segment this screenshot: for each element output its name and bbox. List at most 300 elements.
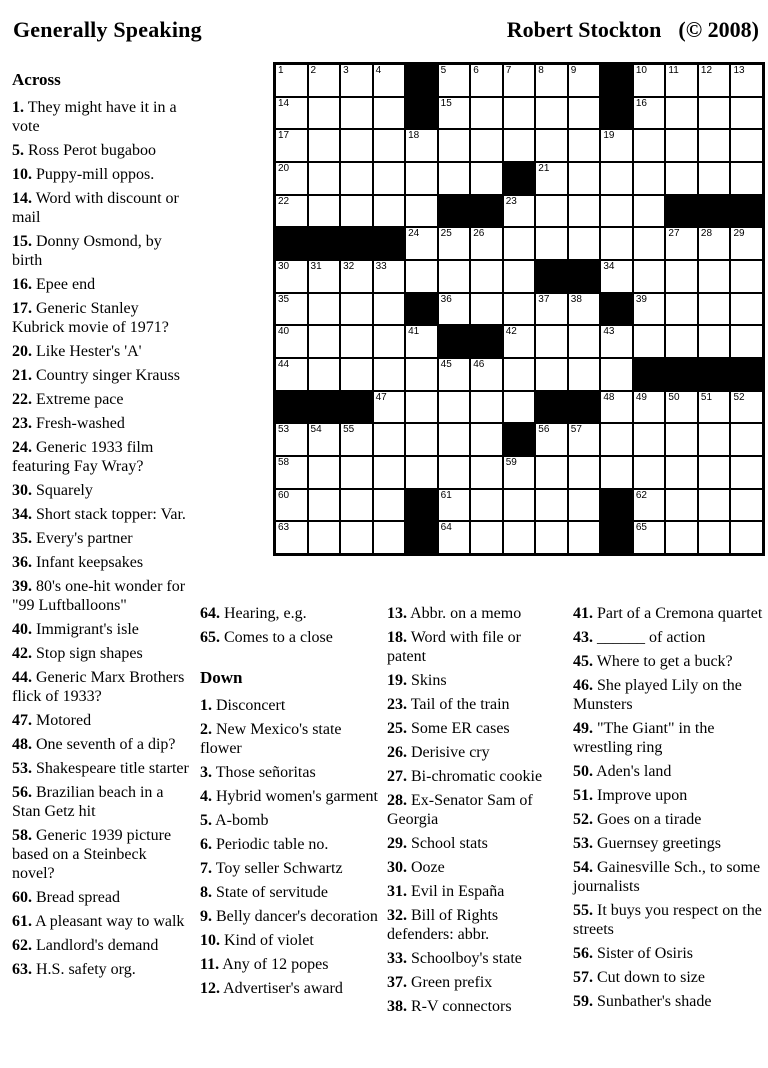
cell-number: 24 — [408, 228, 420, 240]
grid-cell[interactable] — [601, 359, 632, 390]
author-name: Robert Stockton — [506, 17, 662, 42]
grid-cell-black — [406, 98, 437, 129]
grid-cell-black — [601, 294, 632, 325]
grid-cell[interactable] — [601, 424, 632, 455]
grid-cell[interactable] — [504, 326, 535, 357]
grid-cell[interactable] — [309, 294, 340, 325]
grid-cell[interactable] — [634, 392, 665, 423]
grid-cell[interactable] — [471, 294, 502, 325]
grid-cell[interactable] — [634, 98, 665, 129]
grid-cell[interactable] — [634, 65, 665, 96]
clue-across-20: 20. Like Hester's 'A' — [12, 343, 142, 360]
clue-across-16: 16. Epee end — [12, 276, 96, 293]
grid-cell[interactable] — [569, 65, 600, 96]
grid-cell-black — [309, 392, 340, 423]
grid-cell[interactable] — [471, 261, 502, 292]
grid-cell[interactable] — [666, 294, 697, 325]
grid-cell[interactable] — [731, 65, 762, 96]
clue-down-11: 11. Any of 12 popes — [200, 956, 329, 973]
clue-number: 23. — [387, 696, 407, 713]
grid-cell[interactable] — [536, 490, 567, 521]
grid-cell[interactable] — [374, 261, 405, 292]
grid-cell[interactable] — [699, 228, 730, 259]
cell-number: 62 — [635, 489, 647, 501]
grid-cell[interactable] — [471, 522, 502, 553]
grid-cell[interactable] — [406, 424, 437, 455]
clue-down-4: 4. Hybrid women's garment — [200, 788, 378, 805]
grid-cell[interactable] — [731, 457, 762, 488]
clue-number: 33. — [387, 950, 407, 967]
grid-cell[interactable] — [699, 163, 730, 194]
grid-cell[interactable] — [536, 65, 567, 96]
grid-cell[interactable] — [569, 294, 600, 325]
grid-cell[interactable] — [601, 130, 632, 161]
grid-cell[interactable] — [276, 522, 307, 553]
cell-number: 32 — [343, 260, 355, 272]
grid-cell[interactable] — [504, 490, 535, 521]
grid-cell[interactable] — [666, 130, 697, 161]
clue-down-33: 33. Schoolboy's state — [387, 950, 522, 967]
cell-number: 49 — [635, 391, 647, 403]
grid-cell[interactable] — [309, 261, 340, 292]
grid-cell[interactable] — [309, 424, 340, 455]
grid-cell-black — [666, 196, 697, 227]
grid-cell[interactable] — [374, 65, 405, 96]
grid-cell[interactable] — [536, 522, 567, 553]
clue-number: 2. — [200, 721, 212, 738]
grid-cell[interactable] — [439, 228, 470, 259]
grid-cell[interactable] — [504, 130, 535, 161]
grid-cell[interactable] — [536, 98, 567, 129]
grid-cell-black — [569, 261, 600, 292]
cell-number: 10 — [635, 65, 647, 76]
grid-cell[interactable] — [536, 294, 567, 325]
grid-cell[interactable] — [634, 490, 665, 521]
grid-cell[interactable] — [439, 522, 470, 553]
grid-cell[interactable] — [569, 424, 600, 455]
grid-cell[interactable] — [699, 98, 730, 129]
grid-cell[interactable] — [569, 359, 600, 390]
clue-across-60: 60. Bread spread — [12, 889, 120, 906]
grid-cell[interactable] — [536, 359, 567, 390]
clue-number: 36. — [12, 554, 32, 571]
cell-number: 25 — [440, 228, 452, 240]
clue-across-24: 24. Generic 1933 film featuring Fay Wray? — [12, 439, 154, 475]
clue-down-30: 30. Ooze — [387, 859, 445, 876]
clue-number: 9. — [200, 908, 212, 925]
grid-cell[interactable] — [601, 163, 632, 194]
grid-cell[interactable] — [276, 98, 307, 129]
clue-number: 24. — [12, 439, 32, 456]
grid-cell[interactable] — [504, 392, 535, 423]
clue-number: 23. — [12, 415, 32, 432]
grid-cell[interactable] — [731, 98, 762, 129]
grid-cell[interactable] — [666, 163, 697, 194]
grid-cell[interactable] — [406, 163, 437, 194]
grid-cell[interactable] — [699, 392, 730, 423]
cell-number: 40 — [278, 326, 290, 338]
clue-number: 14. — [12, 190, 32, 207]
clue-number: 40. — [12, 621, 32, 638]
grid-cell[interactable] — [666, 261, 697, 292]
clue-number: 1. — [12, 99, 24, 116]
grid-cell[interactable] — [634, 163, 665, 194]
grid-cell[interactable] — [439, 98, 470, 129]
grid-cell-black — [601, 490, 632, 521]
grid-cell[interactable] — [504, 228, 535, 259]
grid-cell[interactable] — [374, 130, 405, 161]
grid-cell[interactable] — [666, 490, 697, 521]
clue-down-12: 12. Advertiser's award — [200, 980, 343, 997]
grid-cell[interactable] — [406, 359, 437, 390]
clue-number: 30. — [12, 482, 32, 499]
grid-cell[interactable] — [341, 457, 372, 488]
clues-column-2 — [200, 604, 380, 1003]
grid-cell[interactable] — [406, 261, 437, 292]
grid-cell[interactable] — [374, 163, 405, 194]
clue-down-46: 46. She played Lily on the Munsters — [573, 677, 742, 713]
grid-cell[interactable] — [569, 163, 600, 194]
cell-number: 45 — [440, 358, 452, 370]
grid-cell[interactable] — [276, 130, 307, 161]
grid-cell[interactable] — [634, 196, 665, 227]
grid-cell-black — [666, 359, 697, 390]
grid-cell[interactable] — [309, 326, 340, 357]
grid-cell[interactable] — [569, 457, 600, 488]
grid-cell-black — [309, 228, 340, 259]
grid-cell[interactable] — [504, 359, 535, 390]
grid-cell[interactable] — [439, 457, 470, 488]
grid-cell[interactable] — [731, 522, 762, 553]
grid-cell[interactable] — [406, 130, 437, 161]
grid-cell[interactable] — [276, 424, 307, 455]
grid-cell[interactable] — [601, 326, 632, 357]
grid-cell[interactable] — [309, 196, 340, 227]
grid-cell[interactable] — [471, 228, 502, 259]
grid-cell[interactable] — [276, 359, 307, 390]
grid-cell[interactable] — [634, 130, 665, 161]
grid-cell[interactable] — [504, 457, 535, 488]
grid-cell[interactable] — [634, 326, 665, 357]
grid-cell[interactable] — [666, 457, 697, 488]
grid-cell[interactable] — [666, 228, 697, 259]
grid-cell[interactable] — [374, 196, 405, 227]
grid-cell-black — [439, 196, 470, 227]
grid-cell[interactable] — [634, 522, 665, 553]
down-header: Down — [200, 668, 243, 687]
grid-cell[interactable] — [439, 163, 470, 194]
cell-number: 14 — [278, 97, 290, 109]
clue-number: 37. — [387, 974, 407, 991]
grid-cell[interactable] — [276, 326, 307, 357]
grid-cell[interactable] — [309, 359, 340, 390]
grid-cell[interactable] — [439, 130, 470, 161]
grid-cell[interactable] — [504, 261, 535, 292]
grid-cell[interactable] — [374, 294, 405, 325]
clue-across-5: 5. Ross Perot bugaboo — [12, 142, 156, 159]
grid-cell[interactable] — [341, 196, 372, 227]
grid-cell[interactable] — [374, 490, 405, 521]
cell-number: 64 — [440, 522, 452, 534]
grid-cell[interactable] — [341, 65, 372, 96]
clue-number: 19. — [387, 672, 407, 689]
grid-cell[interactable] — [666, 65, 697, 96]
grid-cell[interactable] — [504, 65, 535, 96]
cell-number: 23 — [505, 195, 517, 207]
grid-cell[interactable] — [666, 326, 697, 357]
grid-cell[interactable] — [699, 424, 730, 455]
grid-cell[interactable] — [276, 163, 307, 194]
grid-cell-black — [374, 228, 405, 259]
clue-across-44: 44. Generic Marx Brothers flick of 1933? — [12, 669, 185, 705]
clue-number: 4. — [200, 788, 212, 805]
grid-cell[interactable] — [601, 457, 632, 488]
clue-number: 15. — [12, 233, 32, 250]
grid-cell[interactable] — [699, 490, 730, 521]
grid-cell[interactable] — [731, 261, 762, 292]
grid-cell[interactable] — [536, 424, 567, 455]
cell-number: 12 — [700, 65, 713, 76]
grid-cell[interactable] — [699, 130, 730, 161]
clue-number: 7. — [200, 860, 212, 877]
clue-number: 8. — [200, 884, 212, 901]
grid-cell[interactable] — [504, 196, 535, 227]
grid-cell[interactable] — [601, 228, 632, 259]
grid-cell[interactable] — [309, 163, 340, 194]
grid-cell[interactable] — [569, 98, 600, 129]
grid-cell[interactable] — [731, 294, 762, 325]
grid-cell[interactable] — [569, 490, 600, 521]
clue-across-58: 58. Generic 1939 picture based on a Steinbeck novel? — [12, 827, 172, 882]
grid-cell[interactable] — [471, 457, 502, 488]
clue-number: 50. — [573, 763, 593, 780]
grid-cell[interactable] — [666, 392, 697, 423]
grid-cell[interactable] — [374, 326, 405, 357]
grid-cell[interactable] — [666, 522, 697, 553]
grid-cell[interactable] — [601, 261, 632, 292]
clue-down-38: 38. R-V connectors — [387, 998, 512, 1015]
grid-cell[interactable] — [374, 424, 405, 455]
clue-number: 64. — [200, 605, 220, 622]
clue-across-17: 17. Generic Stanley Kubrick movie of 1971? — [12, 300, 169, 336]
cell-number: 54 — [310, 424, 322, 436]
grid-cell[interactable] — [406, 326, 437, 357]
grid-cell[interactable] — [471, 163, 502, 194]
grid-cell[interactable] — [439, 424, 470, 455]
grid-cell[interactable] — [471, 424, 502, 455]
cell-number: 36 — [440, 293, 452, 305]
grid-cell[interactable] — [276, 294, 307, 325]
grid-cell[interactable] — [471, 359, 502, 390]
grid-cell[interactable] — [504, 522, 535, 553]
clue-across-63: 63. H.S. safety org. — [12, 961, 136, 978]
grid-cell[interactable] — [699, 522, 730, 553]
grid-cell[interactable] — [666, 98, 697, 129]
clue-across-65: 65. Comes to a close — [200, 629, 333, 646]
grid-cell[interactable] — [601, 196, 632, 227]
grid-cell[interactable] — [374, 457, 405, 488]
grid-cell-black — [406, 490, 437, 521]
grid-cell[interactable] — [309, 65, 340, 96]
clue-down-49: 49. "The Giant" in the wrestling ring — [573, 720, 715, 756]
clues-column-3 — [387, 604, 559, 1021]
clue-number: 60. — [12, 889, 32, 906]
grid-cell[interactable] — [341, 490, 372, 521]
grid-cell[interactable] — [731, 163, 762, 194]
grid-cell[interactable] — [471, 490, 502, 521]
cell-number: 1 — [278, 65, 284, 76]
cell-number: 9 — [570, 65, 577, 76]
grid-cell[interactable] — [439, 490, 470, 521]
grid-cell[interactable] — [341, 359, 372, 390]
grid-cell[interactable] — [569, 196, 600, 227]
clue-down-23: 23. Tail of the train — [387, 696, 510, 713]
grid-cell[interactable] — [341, 261, 372, 292]
cell-number: 15 — [440, 97, 452, 109]
cell-number: 61 — [440, 489, 452, 501]
grid-cell-black — [341, 228, 372, 259]
grid-cell[interactable] — [439, 294, 470, 325]
clue-number: 57. — [573, 969, 593, 986]
grid-cell[interactable] — [699, 326, 730, 357]
grid-cell[interactable] — [471, 392, 502, 423]
clue-down-32: 32. Bill of Rights defenders: abbr. — [387, 907, 499, 943]
grid-cell[interactable] — [601, 392, 632, 423]
clue-number: 45. — [573, 653, 593, 670]
grid-cell[interactable] — [374, 98, 405, 129]
clue-across-34: 34. Short stack topper: Var. — [12, 506, 186, 523]
grid-cell[interactable] — [309, 98, 340, 129]
grid-cell[interactable] — [276, 196, 307, 227]
grid-cell[interactable] — [504, 294, 535, 325]
grid-cell-black — [341, 392, 372, 423]
grid-cell[interactable] — [699, 294, 730, 325]
grid-cell[interactable] — [536, 457, 567, 488]
grid-cell[interactable] — [341, 522, 372, 553]
grid-cell[interactable] — [341, 294, 372, 325]
grid-cell[interactable] — [536, 228, 567, 259]
grid-cell[interactable] — [471, 65, 502, 96]
clue-number: 46. — [573, 677, 593, 694]
grid-cell[interactable] — [309, 490, 340, 521]
grid-cell[interactable] — [341, 424, 372, 455]
grid-cell[interactable] — [699, 457, 730, 488]
cell-number: 4 — [375, 65, 382, 76]
grid-cell[interactable] — [276, 261, 307, 292]
grid-cell[interactable] — [731, 228, 762, 259]
grid-cell[interactable] — [731, 326, 762, 357]
grid-cell[interactable] — [699, 65, 730, 96]
grid-cell[interactable] — [341, 326, 372, 357]
grid-cell[interactable] — [569, 326, 600, 357]
cell-number: 8 — [538, 65, 544, 76]
grid-cell[interactable] — [439, 392, 470, 423]
clue-number: 17. — [12, 300, 32, 317]
clue-across-14: 14. Word with discount or mail — [12, 190, 179, 226]
grid-cell[interactable] — [406, 457, 437, 488]
grid-cell[interactable] — [276, 490, 307, 521]
grid-cell[interactable] — [569, 130, 600, 161]
grid-cell[interactable] — [634, 228, 665, 259]
grid-cell[interactable] — [731, 130, 762, 161]
grid-cell[interactable] — [536, 130, 567, 161]
grid-cell[interactable] — [731, 490, 762, 521]
grid-cell[interactable] — [634, 457, 665, 488]
grid-cell[interactable] — [731, 392, 762, 423]
grid-cell[interactable] — [439, 261, 470, 292]
across-clue-list — [12, 98, 190, 979]
grid-cell[interactable] — [406, 196, 437, 227]
grid-cell[interactable] — [634, 261, 665, 292]
grid-cell[interactable] — [634, 424, 665, 455]
grid-cell[interactable] — [374, 359, 405, 390]
puzzle-title: Generally Speaking — [13, 17, 202, 42]
clue-number: 42. — [12, 645, 32, 662]
grid-cell[interactable] — [374, 522, 405, 553]
grid-cell[interactable] — [276, 457, 307, 488]
across-header: Across — [12, 70, 61, 89]
grid-cell[interactable] — [471, 130, 502, 161]
grid-cell[interactable] — [569, 228, 600, 259]
grid-cell[interactable] — [536, 326, 567, 357]
grid-cell[interactable] — [536, 196, 567, 227]
grid-cell[interactable] — [634, 294, 665, 325]
cell-number: 21 — [538, 162, 550, 174]
clue-number: 48. — [12, 736, 32, 753]
grid-cell[interactable] — [569, 522, 600, 553]
clue-number: 62. — [12, 937, 32, 954]
clue-number: 49. — [573, 720, 593, 737]
grid-cell-black — [536, 392, 567, 423]
clue-number: 58. — [12, 827, 32, 844]
cell-number: 28 — [700, 228, 713, 240]
cell-number: 65 — [635, 522, 647, 534]
grid-cell[interactable] — [471, 98, 502, 129]
grid-cell[interactable] — [731, 424, 762, 455]
grid-cell[interactable] — [341, 130, 372, 161]
clue-down-1: 1. Disconcert — [200, 697, 286, 714]
grid-cell[interactable] — [536, 163, 567, 194]
cell-number: 58 — [278, 456, 290, 468]
down-clue-list — [200, 696, 380, 998]
clue-down-54: 54. Gainesville Sch., to some journalists — [573, 859, 761, 895]
cell-number: 27 — [668, 228, 680, 240]
grid-cell[interactable] — [309, 457, 340, 488]
grid-cell[interactable] — [666, 424, 697, 455]
grid-cell[interactable] — [374, 392, 405, 423]
grid-cell[interactable] — [276, 65, 307, 96]
grid-cell[interactable] — [309, 130, 340, 161]
grid-cell[interactable] — [309, 522, 340, 553]
grid-cell[interactable] — [504, 98, 535, 129]
clue-number: 63. — [12, 961, 32, 978]
grid-cell[interactable] — [406, 392, 437, 423]
clue-number: 5. — [12, 142, 24, 159]
clue-number: 47. — [12, 712, 32, 729]
grid-cell[interactable] — [341, 98, 372, 129]
clue-number: 52. — [573, 811, 593, 828]
clue-number: 61. — [12, 913, 32, 930]
clue-down-7: 7. Toy seller Schwartz — [200, 860, 343, 877]
grid-cell[interactable] — [439, 359, 470, 390]
cell-number: 39 — [635, 293, 647, 305]
clue-down-5: 5. A-bomb — [200, 812, 269, 829]
grid-cell[interactable] — [341, 163, 372, 194]
grid-cell[interactable] — [406, 228, 437, 259]
grid-cell[interactable] — [439, 65, 470, 96]
clue-number: 51. — [573, 787, 593, 804]
grid-cell[interactable] — [699, 261, 730, 292]
